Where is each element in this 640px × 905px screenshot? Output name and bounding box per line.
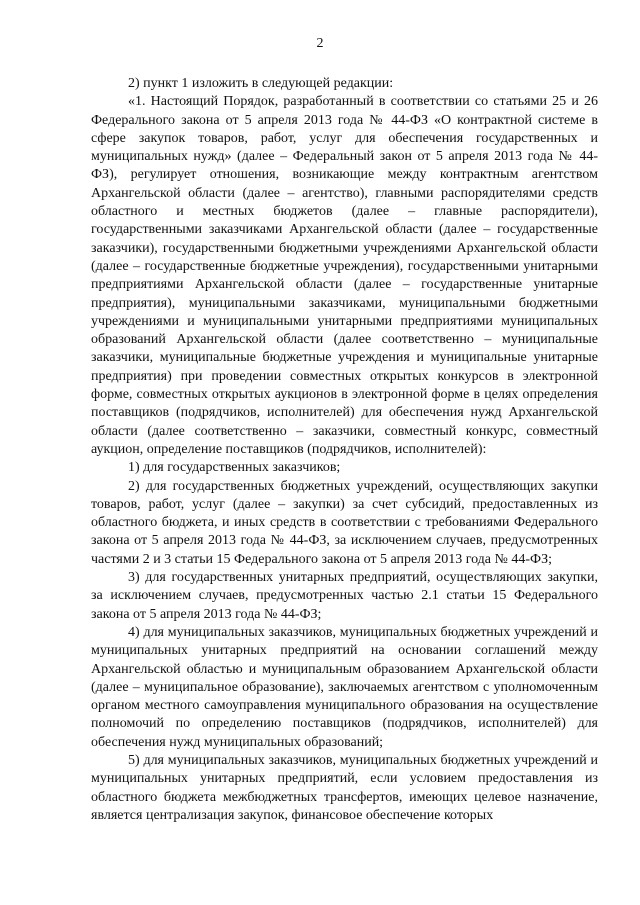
paragraph-subitem-4: 4) для муниципальных заказчиков, муниципальных бюджетных учреждений и муниципальных унитарных предприятий на основании соглашений между Архангельской областью и муниципальным образованием Архангельской области (далее – муниципальное образование), заключаемых агентством с уполномоченным органом местного самоуправления муниципального образования на осуществление полномочий по определению поставщиков (подрядчиков, исполнителей) для обеспечения нужд муниципальных образований; [91, 624, 598, 750]
page-number: 2 [316, 36, 324, 51]
paragraph-item-1-main: «1. Настоящий Порядок, разработанный в соответствии со статьями 25 и 26 Федерального закона от 5 апреля 2013 года № 44-ФЗ «О контрактной системе в сфере закупок товаров, работ, услуг для обеспечения государственных и муниципальных нужд» (далее – Федеральный закон от 5 апреля 2013 года № 44-ФЗ), регулирует отношения, возникающие между контрактным агентством Архангельской области (далее – агентство), главными распорядителями средств областного и местных бюджетов (далее – главные распорядители), государственными заказчиками Архангельской области (далее – государственные заказчики), государственными бюджетными учреждениями Архангельской области (далее – государственные бюджетные учреждения), государственными унитарными предприятиями Архангельской области (далее – государственные унитарные предприятия), муниципальными заказчиками, муниципальными бюджетными учреждениями и муниципальными унитарными предприятиями муниципальных образований Архангельской области (далее соответственно – муниципальные заказчики, муниципальные бюджетные учреждения и муниципальные унитарные предприятия) при проведении совместных открытых конкурсов в электронной форме, совместных открытых аукционов в электронной форме в целях определения поставщиков (подрядчиков, исполнителей) для обеспечения нужд Архангельской области (далее соответственно – заказчики, совместный конкурс, совместный аукцион, определение поставщиков (подрядчиков, исполнителей): [91, 94, 598, 457]
paragraph-subitem-1: 1) для государственных заказчиков; [128, 460, 341, 476]
paragraph-subitem-2: 2) для государственных бюджетных учреждений, осуществляющих закупки товаров, работ, услуг (далее – закупки) за счет субсидий, предоставленных из областного бюджета, и иных средств в соответствии с требованиями Федерального закона от 5 апреля 2013 года № 44-ФЗ, за исключением случаев, предусмотренных частями 2 и 3 статьи 15 Федерального закона от 5 апреля 2013 года № 44-ФЗ; [91, 478, 598, 567]
paragraph-subitem-3: 3) для государственных унитарных предприятий, осуществляющих закупки, за исключением случаев, предусмотренных частью 2.1 статьи 15 Федерального закона от 5 апреля 2013 года № 44-ФЗ; [91, 570, 598, 622]
paragraph-subitem-5: 5) для муниципальных заказчиков, муниципальных бюджетных учреждений и муниципальных унитарных предприятий, если условием предоставления из областного бюджета межбюджетных трансфертов, имеющих целевое назначение, является централизация закупок, финансовое обеспечение которых [91, 752, 598, 823]
document-body [91, 75, 598, 825]
paragraph-intro: 2) пункт 1 изложить в следующей редакции: [128, 76, 394, 91]
